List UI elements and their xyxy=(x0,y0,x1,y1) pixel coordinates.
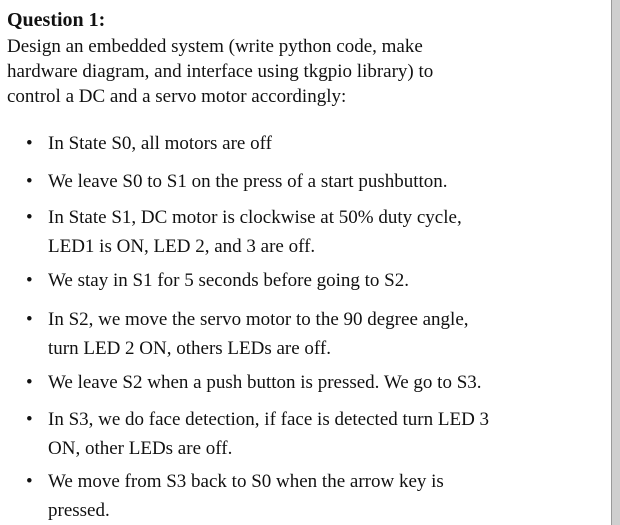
bullet-line: In S3, we do face detection, if face is detected turn LED 3 xyxy=(48,409,490,430)
bullet-line: We stay in S1 for 5 seconds before going to S2. xyxy=(48,270,409,291)
bullet-dot: • xyxy=(26,133,33,154)
bullet-dot: • xyxy=(26,372,33,393)
bullet-line: turn LED 2 ON, others LEDs are off. xyxy=(48,338,331,359)
bullet-item xyxy=(26,266,546,295)
bullet-line: We leave S2 when a push button is pressed. We go to S3. xyxy=(48,372,482,393)
bullet-line: We move from S3 back to S0 when the arrow key is xyxy=(48,471,444,492)
bullet-line: ON, other LEDs are off. xyxy=(48,438,233,459)
question-heading: Question 1: xyxy=(7,9,106,31)
bullet-item xyxy=(26,167,546,196)
bullet-item xyxy=(26,368,546,397)
bullet-dot: • xyxy=(26,471,33,492)
bullet-item xyxy=(26,203,546,261)
bullet-line: In S2, we move the servo motor to the 90 degree angle, xyxy=(48,309,469,330)
bullet-dot: • xyxy=(26,171,33,192)
bullet-line: In State S0, all motors are off xyxy=(48,133,272,154)
page-edge-divider xyxy=(611,0,620,525)
bullet-item xyxy=(26,305,546,363)
bullet-dot: • xyxy=(26,207,33,228)
bullet-line: pressed. xyxy=(48,500,110,521)
bullet-dot: • xyxy=(26,309,33,330)
bullet-item xyxy=(26,467,546,525)
bullet-line: In State S1, DC motor is clockwise at 50% duty cycle, xyxy=(48,207,462,228)
intro-line: Design an embedded system (write python code, make xyxy=(7,36,423,57)
bullet-item xyxy=(26,405,546,463)
intro-line: hardware diagram, and interface using tkgpio library) to xyxy=(7,61,434,82)
bullet-item xyxy=(26,129,546,158)
question-intro xyxy=(7,34,527,109)
bullet-dot: • xyxy=(26,270,33,291)
bullet-line: We leave S0 to S1 on the press of a start pushbutton. xyxy=(48,171,448,192)
intro-line: control a DC and a servo motor accordingly: xyxy=(7,86,347,107)
bullet-dot: • xyxy=(26,409,33,430)
bullet-line: LED1 is ON, LED 2, and 3 are off. xyxy=(48,236,316,257)
